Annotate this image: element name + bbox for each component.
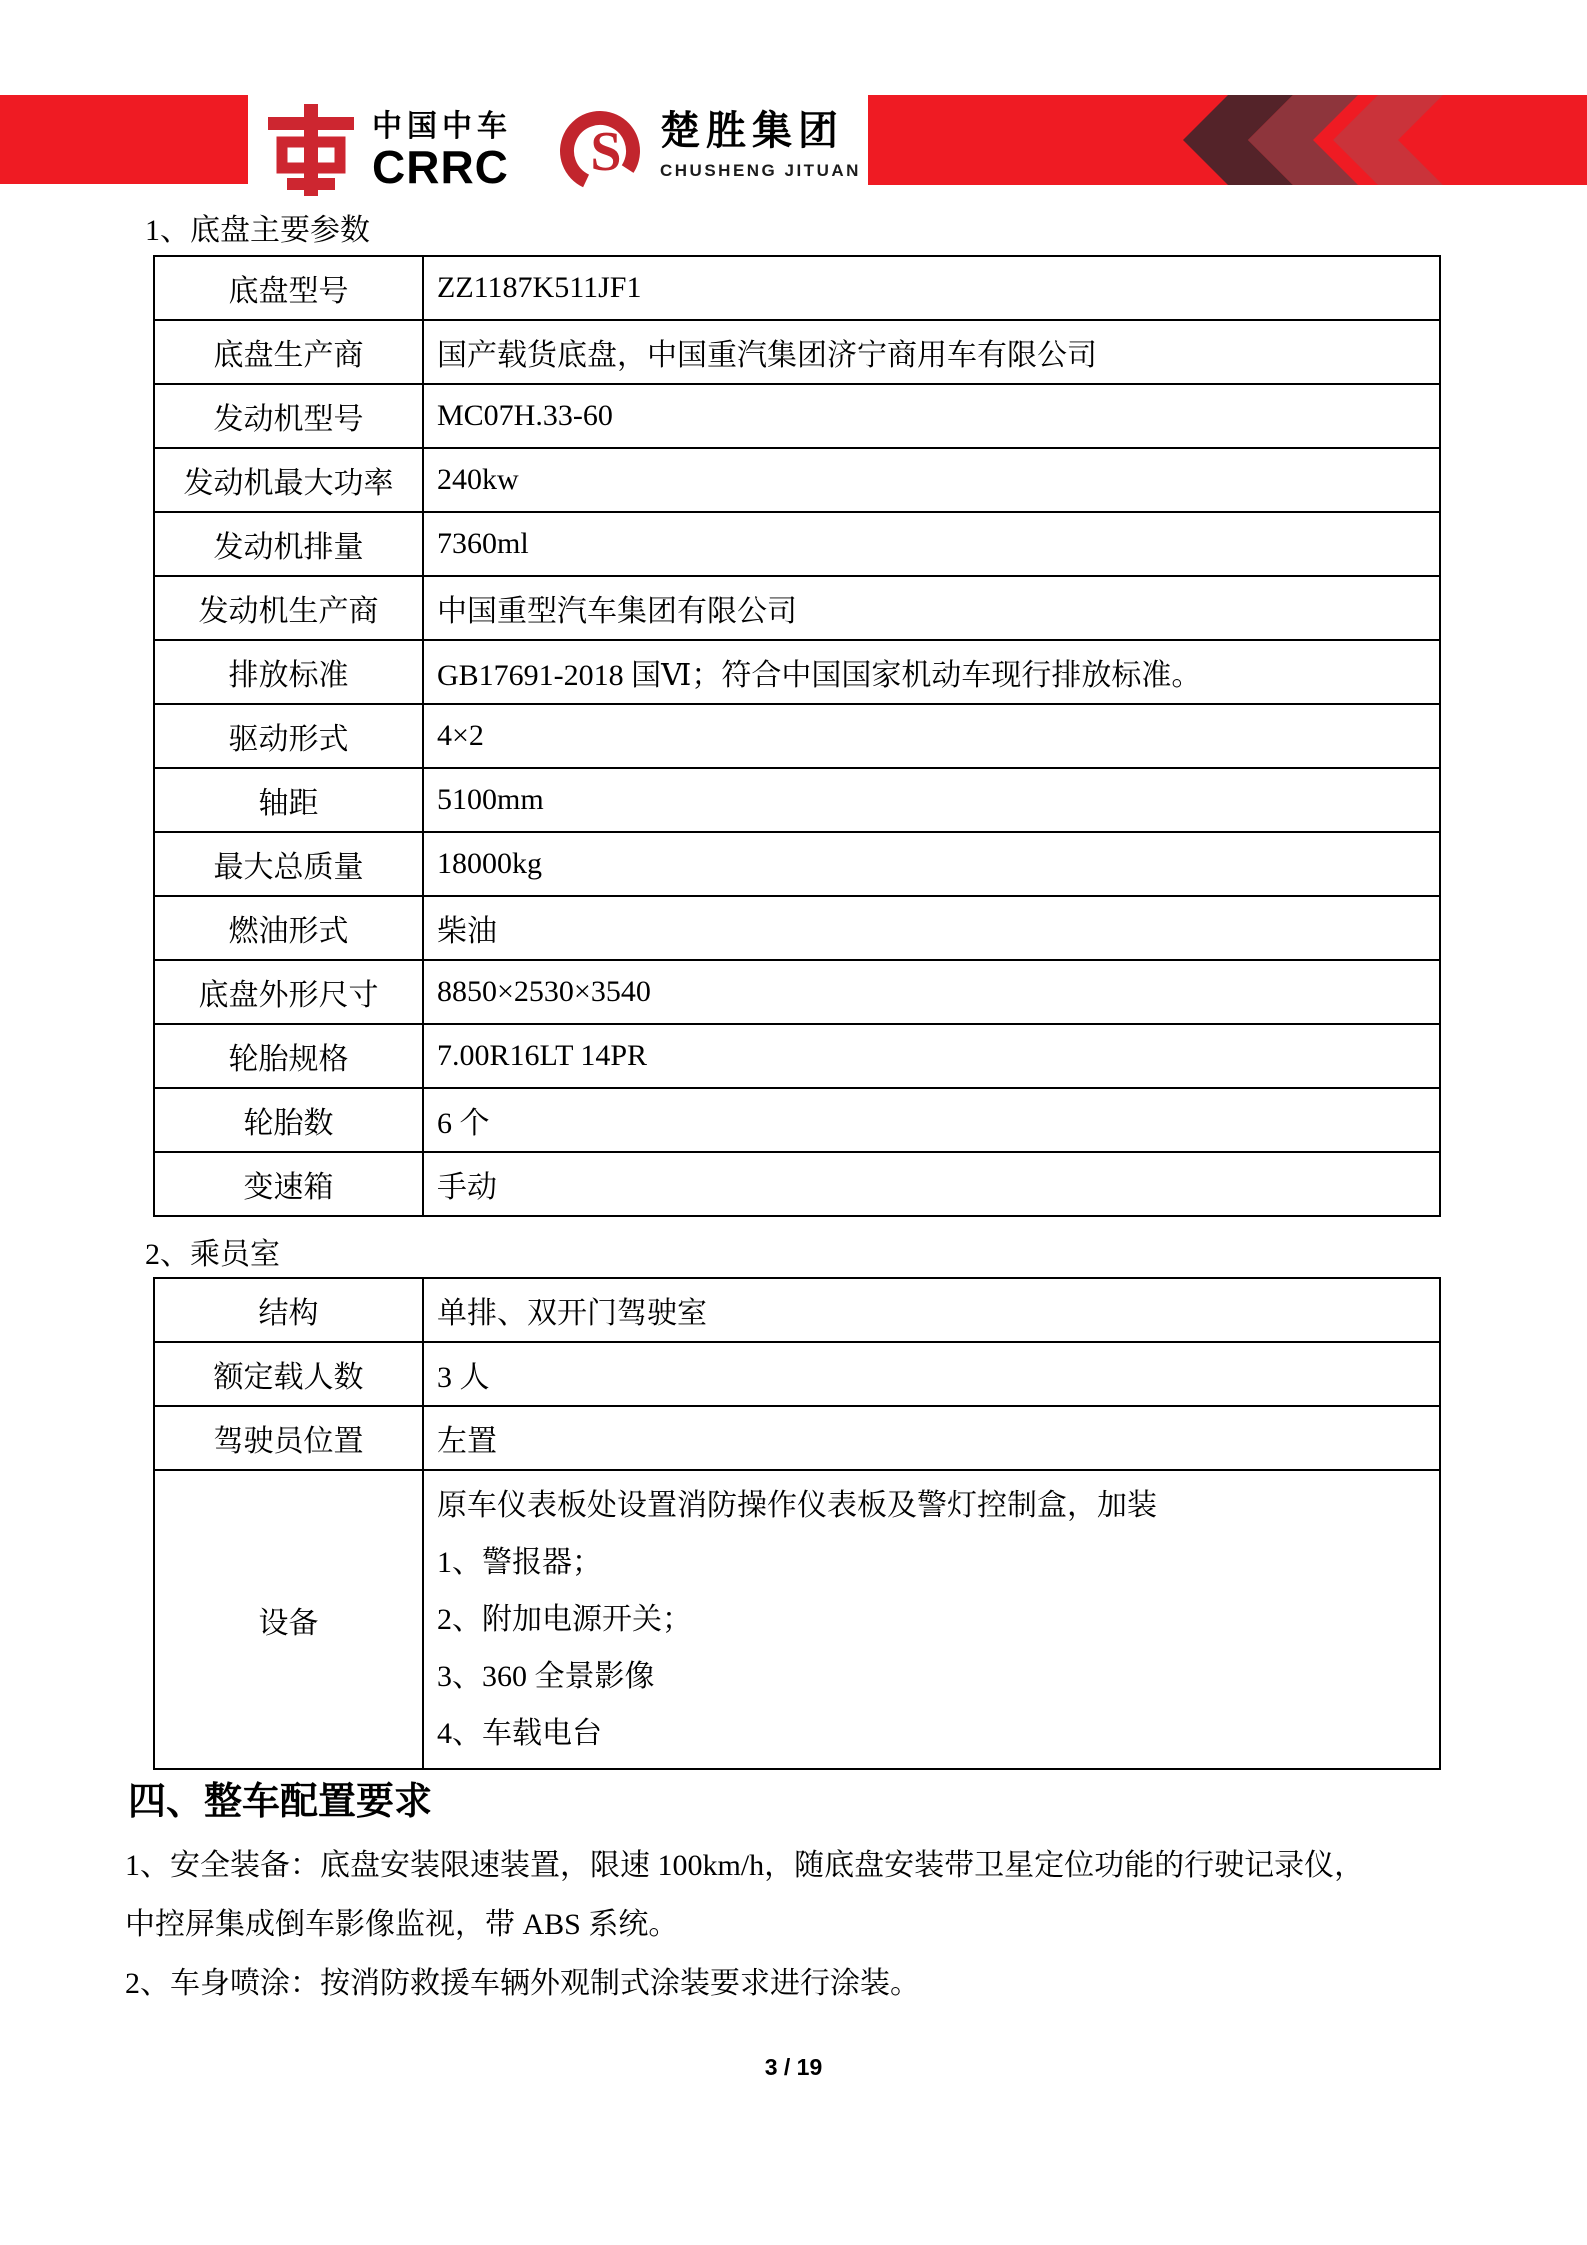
param-label: 排放标准: [154, 640, 423, 704]
chusheng-name-en: CHUSHENG JITUAN: [660, 161, 861, 180]
table-row: [154, 1152, 1440, 1216]
table-row: [154, 1342, 1440, 1406]
param-value: MC07H.33-60: [423, 384, 1440, 448]
table-row: [154, 512, 1440, 576]
header-right-red-band: [868, 95, 1587, 185]
param-value: 8850×2530×3540: [423, 960, 1440, 1024]
param-value: 中国重型汽车集团有限公司: [423, 576, 1440, 640]
param-label: 发动机型号: [154, 384, 423, 448]
chusheng-name-cn: 楚胜集团: [660, 109, 844, 153]
crrc-name-en: CRRC: [372, 141, 509, 193]
crrc-car-emblem-icon: [266, 104, 356, 196]
param-value: GB17691-2018 国Ⅵ；符合中国国家机动车现行排放标准。: [423, 640, 1440, 704]
param-label: 底盘生产商: [154, 320, 423, 384]
param-value: 6 个: [423, 1088, 1440, 1152]
param-label: 变速箱: [154, 1152, 423, 1216]
table-row: [154, 1278, 1440, 1342]
section4-paragraphs: [125, 1836, 1465, 2013]
param-value: ZZ1187K511JF1: [423, 256, 1440, 320]
param-label: 驱动形式: [154, 704, 423, 768]
section2-heading: 2、乘员室: [145, 1238, 280, 1271]
equipment-value: [423, 1470, 1440, 1769]
crrc-name-cn: 中国中车: [372, 110, 512, 143]
table-row: [154, 448, 1440, 512]
param-value: 左置: [423, 1406, 1440, 1470]
table-row: [154, 384, 1440, 448]
equipment-row: [154, 1470, 1440, 1769]
paragraph-body-painting: 2、车身喷涂：按消防救援车辆外观制式涂装要求进行涂装。: [125, 1967, 920, 2000]
param-value: 7.00R16LT 14PR: [423, 1024, 1440, 1088]
equipment-line: 2、附加电源开关；: [437, 1603, 692, 1636]
param-value: 7360ml: [423, 512, 1440, 576]
param-label: 轮胎数: [154, 1088, 423, 1152]
paragraph-safety-equipment-line1: 1、安全装备：底盘安装限速装置，限速 100km/h，随底盘安装带卫星定位功能的行驶记录仪，: [125, 1849, 1365, 1882]
table-row: [154, 320, 1440, 384]
param-value: 国产载货底盘，中国重汽集团济宁商用车有限公司: [423, 320, 1440, 384]
table-row: [154, 1406, 1440, 1470]
chusheng-ring-s-icon: [556, 104, 648, 198]
table-row: [154, 832, 1440, 896]
table-row: [154, 704, 1440, 768]
chassis-parameters-table: [153, 255, 1441, 1217]
equipment-line: 原车仪表板处设置消防操作仪表板及警灯控制盒，加装: [437, 1489, 1157, 1522]
param-label: 设备: [154, 1470, 423, 1769]
param-value: 手动: [423, 1152, 1440, 1216]
table-row: [154, 1024, 1440, 1088]
equipment-line: 3、360 全景影像: [437, 1660, 655, 1693]
param-value: 4×2: [423, 704, 1440, 768]
chusheng-mark-letter: S: [590, 121, 622, 183]
crrc-logo-text: [372, 110, 542, 193]
table-row: [154, 1088, 1440, 1152]
param-label: 发动机排量: [154, 512, 423, 576]
param-value: 240kw: [423, 448, 1440, 512]
param-label: 轴距: [154, 768, 423, 832]
param-label: 驾驶员位置: [154, 1406, 423, 1470]
param-label: 发动机生产商: [154, 576, 423, 640]
param-value: 单排、双开门驾驶室: [423, 1278, 1440, 1342]
chusheng-logo-text: [660, 108, 861, 181]
param-label: 底盘型号: [154, 256, 423, 320]
crew-cab-table: [153, 1277, 1441, 1770]
table-row: [154, 576, 1440, 640]
param-label: 轮胎规格: [154, 1024, 423, 1088]
equipment-line: 4、车载电台: [437, 1717, 602, 1750]
section1-heading: 1、底盘主要参数: [145, 214, 370, 247]
section4-heading: 四、整车配置要求: [128, 1781, 433, 1823]
equipment-line: 1、警报器；: [437, 1546, 602, 1579]
header-left-red-band: [0, 95, 248, 184]
paragraph-safety-equipment-line2: 中控屏集成倒车影像监视，带 ABS 系统。: [125, 1908, 679, 1941]
param-value: 柴油: [423, 896, 1440, 960]
param-label: 底盘外形尺寸: [154, 960, 423, 1024]
param-label: 结构: [154, 1278, 423, 1342]
param-value: 18000kg: [423, 832, 1440, 896]
param-value: 5100mm: [423, 768, 1440, 832]
param-label: 最大总质量: [154, 832, 423, 896]
table-row: [154, 256, 1440, 320]
param-label: 燃油形式: [154, 896, 423, 960]
page-number: 3 / 19: [764, 2054, 823, 2080]
table-row: [154, 896, 1440, 960]
table-row: [154, 640, 1440, 704]
param-value: 3 人: [423, 1342, 1440, 1406]
param-label: 额定载人数: [154, 1342, 423, 1406]
table-row: [154, 960, 1440, 1024]
table-row: [154, 768, 1440, 832]
param-label: 发动机最大功率: [154, 448, 423, 512]
